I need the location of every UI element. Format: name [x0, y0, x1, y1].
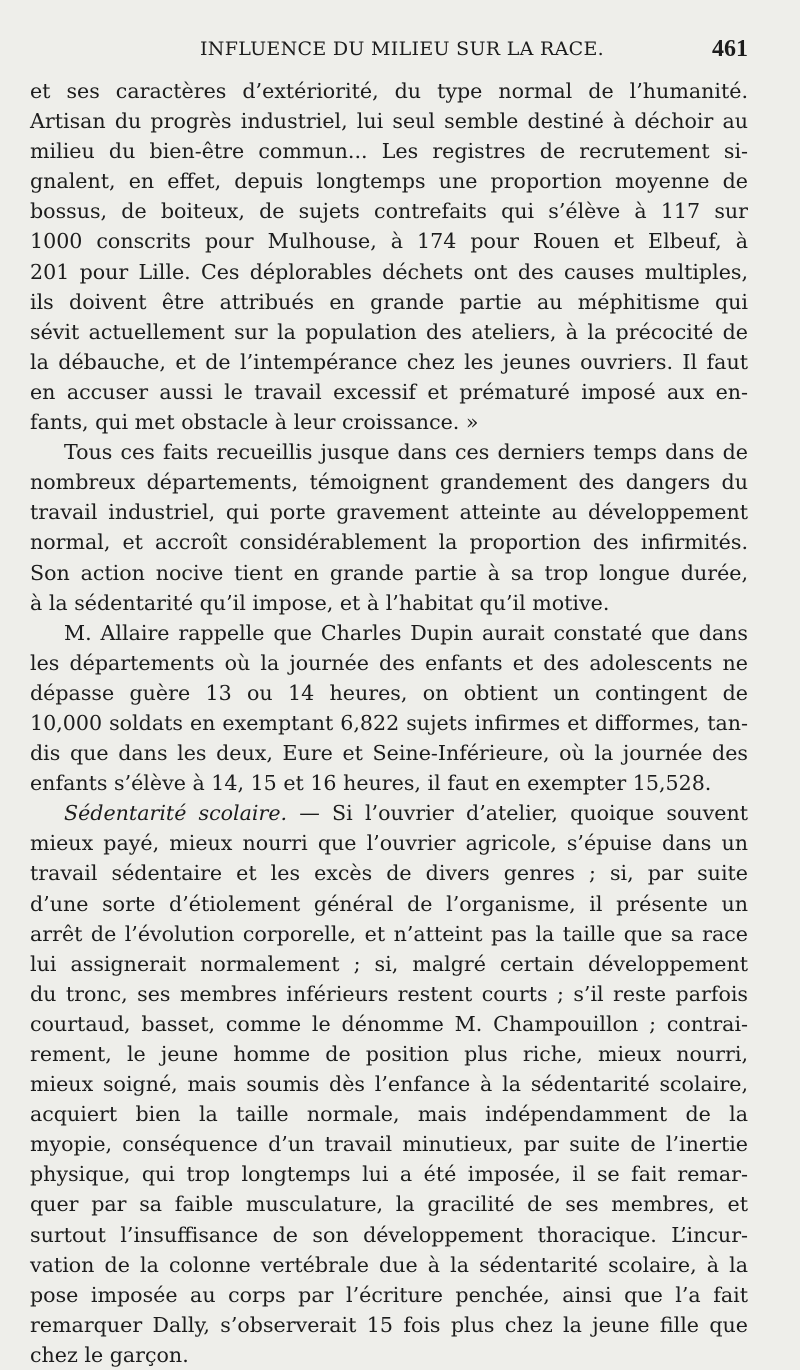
- text-line: travail industriel, qui porte gravement atteinte au développement: [30, 500, 748, 525]
- text-line: la débauche, et de l’intempérance chez les jeunes ouvriers. Il faut: [30, 349, 748, 374]
- paragraph-school-sedentarity: [30, 798, 748, 1370]
- text-line: pose imposée au corps par l’écriture penchée, ainsi que l’a fait: [30, 1282, 748, 1307]
- text-line: mieux soigné, mais soumis dès l’enfance à la sédentarité scolaire,: [30, 1072, 748, 1097]
- text-line: et ses caractères d’extériorité, du type normal de l’humanité.: [30, 79, 748, 103]
- text-line: enfants s’élève à 14, 15 et 16 heures, il faut en exempter 15,528.: [30, 771, 712, 796]
- text-line: gnalent, en effet, depuis longtemps une proportion moyenne de: [30, 169, 748, 194]
- text-line: remarquer Dally, s’observerait 15 fois plus chez la jeune fille que: [30, 1312, 748, 1337]
- text-line: les départements où la journée des enfants et des adolescents ne: [30, 650, 748, 675]
- text-line-with-heading: [30, 798, 748, 828]
- text-line: mieux payé, mieux nourri que l’ouvrier agricole, s’épuise dans un: [30, 831, 748, 856]
- text-line: Tous ces faits recueillis jusque dans ces derniers temps dans de: [64, 440, 748, 465]
- text-line: fants, qui met obstacle à leur croissance. »: [30, 410, 479, 435]
- text-line: vation de la colonne vertébrale due à la sédentarité scolaire, à la: [30, 1252, 748, 1277]
- body-text: [30, 76, 748, 1370]
- text-line: chez le garçon.: [30, 1342, 189, 1367]
- text-line: 201 pour Lille. Ces déplorables déchets ont des causes multiples,: [30, 259, 748, 284]
- text-line: surtout l’insuffisance de son développement thoracique. L’incur-: [30, 1222, 748, 1247]
- text-line: acquiert bien la taille normale, mais indépendamment de la: [30, 1102, 748, 1127]
- text-line: dépasse guère 13 ou 14 heures, on obtient un contingent de: [30, 680, 748, 705]
- text-line: 1000 conscrits pour Mulhouse, à 174 pour Rouen et Elbeuf, à: [30, 229, 748, 254]
- text-line: courtaud, basset, comme le dénomme M. Champouillon ; contrai-: [30, 1011, 748, 1036]
- text-line: ils doivent être attribués en grande partie au méphitisme qui: [30, 289, 748, 314]
- text-line: — Si l’ouvrier d’atelier, quoique souvent: [299, 801, 748, 826]
- running-title: INFLUENCE DU MILIEU SUR LA RACE.: [200, 38, 604, 60]
- text-line: milieu du bien-être commun... Les registres de recrutement si-: [30, 139, 748, 164]
- paragraph-quote-end: [30, 76, 748, 437]
- text-line: myopie, conséquence d’un travail minutieux, par suite de l’inertie: [30, 1132, 748, 1157]
- paragraph-industrial-work: [30, 437, 748, 618]
- text-line: arrêt de l’évolution corporelle, et n’atteint pas la taille que sa race: [30, 921, 748, 946]
- text-line: lui assignerait normalement ; si, malgré certain développement: [30, 951, 748, 976]
- running-head: [0, 36, 800, 70]
- text-line: Artisan du progrès industriel, lui seul semble destiné à déchoir au: [30, 109, 748, 134]
- text-line: M. Allaire rappelle que Charles Dupin aurait constaté que dans: [64, 620, 748, 645]
- text-line: à la sédentarité qu’il impose, et à l’habitat qu’il motive.: [30, 590, 610, 615]
- text-line: bossus, de boiteux, de sujets contrefaits qui s’élève à 117 sur: [30, 199, 748, 224]
- text-line: du tronc, ses membres inférieurs restent courts ; s’il reste parfois: [30, 981, 748, 1006]
- text-line: en accuser aussi le travail excessif et prématuré imposé aux en-: [30, 379, 748, 404]
- text-line: rement, le jeune homme de position plus riche, mieux nourri,: [30, 1042, 748, 1066]
- text-line: quer par sa faible musculature, la gracilité de ses membres, et: [30, 1192, 748, 1217]
- text-line: sévit actuellement sur la population des ateliers, à la précocité de: [30, 319, 748, 344]
- paragraph-allaire: [30, 618, 748, 799]
- text-line: dis que dans les deux, Eure et Seine-Inférieure, où la journée des: [30, 741, 748, 766]
- text-line: nombreux départements, témoignent grandement des dangers du: [30, 470, 748, 495]
- text-line: normal, et accroît considérablement la proportion des infirmités.: [30, 530, 748, 555]
- text-line: physique, qui trop longtemps lui a été imposée, il se fait remar-: [30, 1162, 748, 1187]
- text-line: d’une sorte d’étiolement général de l’organisme, il présente un: [30, 891, 748, 916]
- page-number: 461: [712, 36, 748, 62]
- text-line: Son action nocive tient en grande partie à sa trop longue durée,: [30, 560, 748, 585]
- text-line: travail sédentaire et les excès de divers genres ; si, par suite: [30, 861, 748, 886]
- section-heading: Sédentarité scolaire.: [64, 801, 288, 826]
- text-line: 10,000 soldats en exemptant 6,822 sujets infirmes et difformes, tan-: [30, 710, 748, 735]
